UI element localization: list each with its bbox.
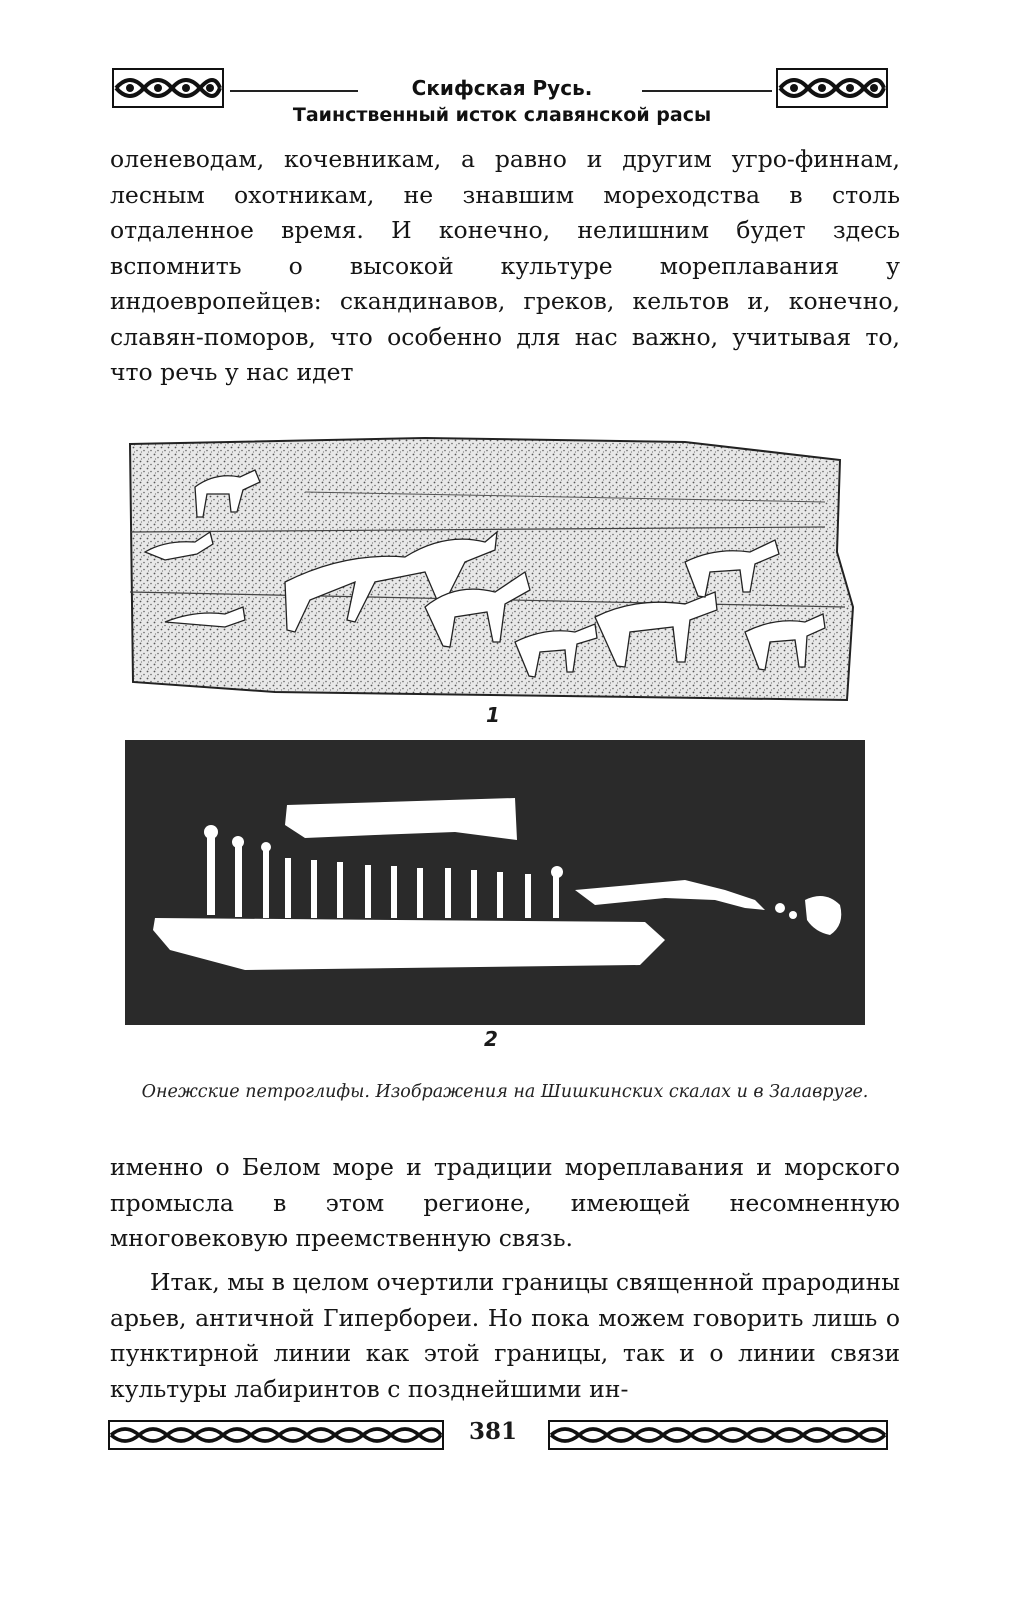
header-subtitle: Таинственный исток славянской расы [292,104,712,126]
figure-label-1: 1 [486,703,500,727]
running-header [112,68,892,134]
header-title: Скифская Русь. [411,76,593,100]
petroglyph-figure-1 [125,432,855,704]
petroglyph-rock-drawing-icon [125,432,855,704]
ornament-band-icon [108,1420,444,1450]
petroglyph-figure-2 [125,740,865,1025]
ornament-knot-icon [776,68,888,108]
body-paragraph-2: именно о Белом море и традиции мореплавания и морского промысла в этом регионе, имеющей несомненную многовековую преемственную связь. [110,1153,900,1252]
figure-label-2: 2 [484,1027,498,1051]
ornament-band-icon [548,1420,888,1450]
body-paragraph-3: Итак, мы в целом очертили границы священной прародины арьев, античной Гипербореи. Но пока можем говорить лишь о пунктирной линии как этой границы, так и о линии связи культуры лабиринтов с позднейшими ин- [110,1268,900,1403]
header-rule-right [642,90,772,92]
figure-caption: Онежские петроглифы. Изображения на Шишкинских скалах и в Залавруге. [141,1082,869,1102]
body-paragraph-1: оленеводам, кочевникам, а равно и другим угро-финнам, лесным охотникам, не знавшим мореходства в столь отдаленное время. И конечно, нелишним будет здесь вспомнить о высокой культуре мореплавания у индоевропейцев: скандинавов, греков, кельтов и, конечно, славян-поморов, что особенно для нас важно, учитывая то, что речь у нас идет [110,145,900,386]
boat-petroglyph-icon [125,740,865,1025]
page-number: 381 [468,1418,517,1445]
page-footer [108,1418,898,1458]
